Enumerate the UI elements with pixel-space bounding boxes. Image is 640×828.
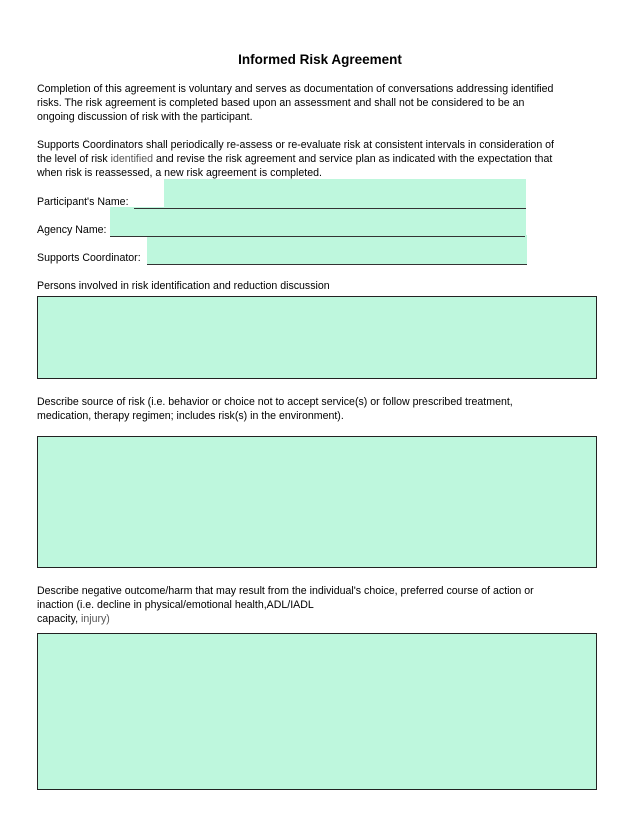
intro-line: ongoing discussion of risk with the participant.: [37, 111, 253, 123]
risk-source-label: [37, 395, 607, 423]
negative-outcome-label: [37, 584, 607, 626]
intro-text-grey: identified: [110, 153, 154, 165]
agency-name-label: Agency Name:: [37, 224, 107, 236]
intro-line: [37, 152, 607, 166]
intro-paragraph-1: [37, 82, 607, 124]
label-text-grey: injury): [80, 613, 110, 625]
label-text: capacity,: [37, 613, 81, 625]
label-line: Describe negative outcome/harm that may result from the individual's choice, preferred course of action or: [37, 585, 534, 597]
supports-coordinator-input[interactable]: [147, 251, 527, 265]
negative-outcome-textarea[interactable]: [37, 633, 597, 790]
label-line: medication, therapy regimen; includes risk(s) in the environment).: [37, 410, 344, 422]
persons-involved-label: Persons involved in risk identification and reduction discussion: [37, 280, 330, 292]
intro-line: Supports Coordinators shall periodically re-assess or re-evaluate risk at consistent intervals in consideration of: [37, 139, 554, 151]
label-line: [37, 612, 607, 626]
risk-source-textarea[interactable]: [37, 436, 597, 568]
persons-involved-textarea[interactable]: [37, 296, 597, 379]
intro-line: when risk is reassessed, a new risk agreement is completed.: [37, 167, 322, 179]
label-line: Describe source of risk (i.e. behavior or choice not to accept service(s) or follow prescribed treatment,: [37, 396, 513, 408]
intro-line: risks. The risk agreement is completed based upon an assessment and shall not be considered to be an: [37, 97, 525, 109]
intro-paragraph-2: [37, 138, 607, 180]
page-title: Informed Risk Agreement: [238, 52, 402, 67]
agency-name-input[interactable]: [110, 223, 525, 237]
intro-text: and revise the risk agreement and service plan as indicated with the expectation that: [153, 153, 553, 165]
participant-name-input[interactable]: [134, 195, 526, 209]
participant-name-label: Participant's Name:: [37, 196, 129, 208]
supports-coordinator-label: Supports Coordinator:: [37, 252, 141, 264]
label-line: inaction (i.e. decline in physical/emotional health,ADL/IADL: [37, 599, 314, 611]
intro-line: Completion of this agreement is voluntary and serves as documentation of conversations addressing identified: [37, 83, 554, 95]
intro-text: the level of risk: [37, 153, 111, 165]
